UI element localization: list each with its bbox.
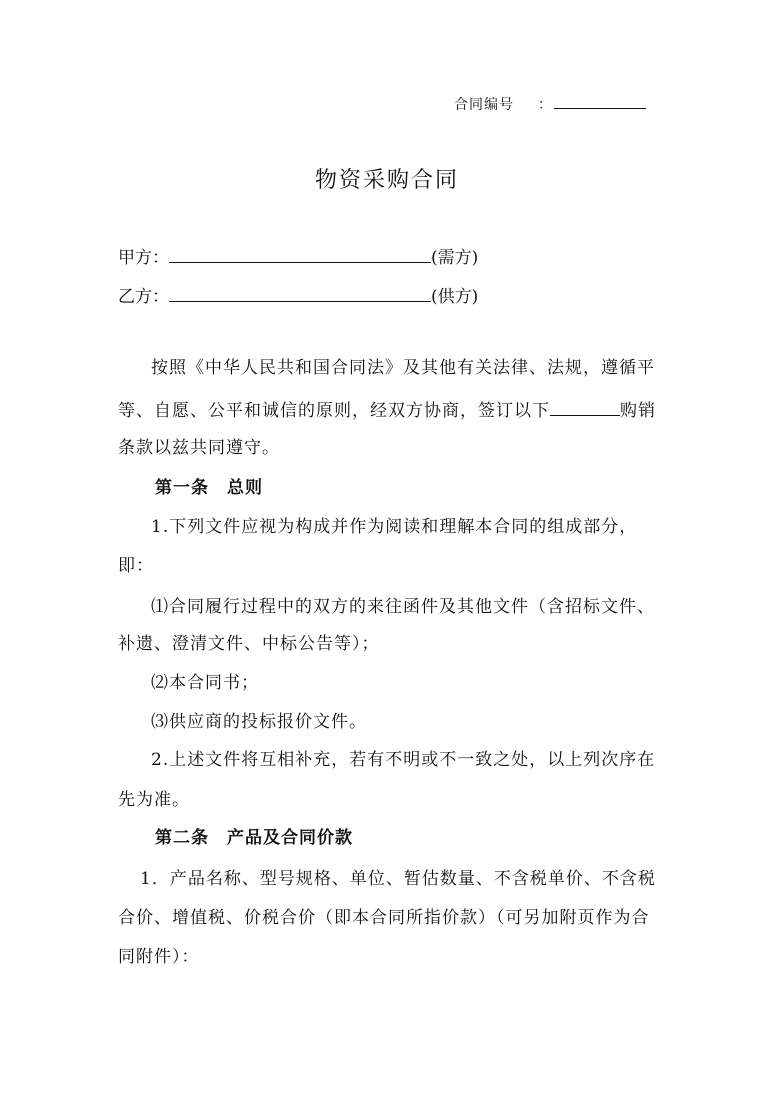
contract-type-blank[interactable] xyxy=(550,400,620,416)
article-2-p1-line3: 同附件）： xyxy=(118,947,200,967)
party-b-label: 乙方： xyxy=(118,287,169,307)
party-a-blank[interactable] xyxy=(169,246,431,263)
party-b-blank[interactable] xyxy=(169,285,431,302)
document-title: 物资采购合同 xyxy=(314,168,459,193)
party-a-label: 甲方： xyxy=(118,248,169,268)
preamble-line-2 xyxy=(118,400,656,421)
article-1-item3: ⑶供应商的投标报价文件。 xyxy=(151,712,367,732)
party-a-line xyxy=(118,243,478,268)
contract-number xyxy=(454,94,553,114)
article-2-p1-line1: 1．产品名称、型号规格、单位、暂估数量、不含税单价、不含税 xyxy=(140,869,656,889)
party-b-line xyxy=(118,282,478,307)
preamble-line-3: 条款以兹共同遵守。 xyxy=(118,438,280,458)
article-1-heading: 第一条 总则 xyxy=(155,478,263,498)
article-2-p1-line2: 合价、增值税、价税合价（即本合同所指价款）（可另加附页作为合 xyxy=(118,908,650,928)
contract-number-label: 合同编号 xyxy=(454,97,514,113)
article-1-item1-line2: 补遗、澄清文件、中标公告等）； xyxy=(118,634,380,654)
article-1-p1-line1: 1.下列文件应视为构成并作为阅读和理解本合同的组成部分， xyxy=(151,517,638,537)
party-a-suffix: (需方) xyxy=(431,248,479,268)
article-1-p2-line2: 先为准。 xyxy=(118,790,190,810)
article-1-item1-line1: ⑴合同履行过程中的双方的来往函件及其他文件（含招标文件、 xyxy=(151,597,655,617)
article-1-p2-line1: 2.上述文件将互相补充，若有不明或不一致之处，以上列次序在 xyxy=(151,750,656,770)
contract-number-blank[interactable] xyxy=(554,108,646,109)
contract-number-colon: ： xyxy=(538,97,553,113)
party-b-suffix: (供方) xyxy=(431,287,479,307)
preamble-line-2-text: 等、自愿、公平和诚信的原则，经双方协商，签订以下 xyxy=(118,401,550,421)
article-2-heading: 第二条 产品及合同价款 xyxy=(155,828,353,848)
preamble-line-2-tail: 购销 xyxy=(620,401,656,421)
article-1-p1-line2: 即： xyxy=(118,556,154,576)
article-1-item2: ⑵本合同书； xyxy=(151,673,259,693)
preamble-line-1: 按照《中华人民共和国合同法》及其他有关法律、法规，遵循平 xyxy=(151,358,655,378)
